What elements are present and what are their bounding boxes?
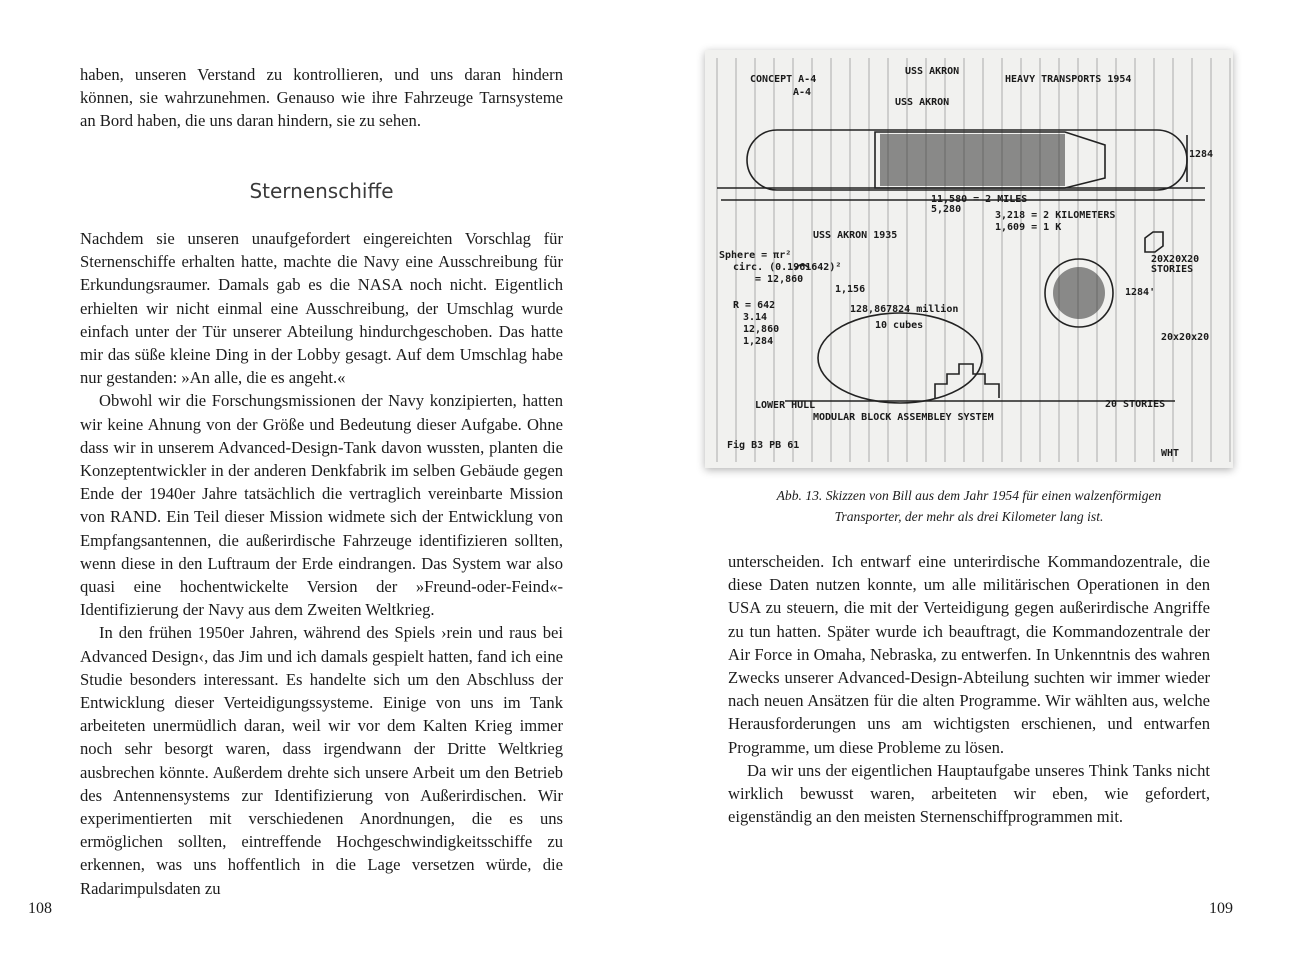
fig-label-km2: 1,609 = 1 K xyxy=(995,222,1062,233)
fig-label-miles: 11,580 = 2 MILES xyxy=(931,194,1028,205)
fig-label-akron2: USS AKRON xyxy=(895,97,950,108)
fig-label-height: 1284 xyxy=(1189,149,1214,160)
right-paragraph-1: unterscheiden. Ich entwarf eine unterirdische Kommandozentrale, die diese Daten nutzen konnte, um alle militärischen Operationen in den USA zu steuern, die mit der Verteidigung gegen außerirdische Angriffe zu tun hatten. Später wurde ich beauftragt, die Kommandozentrale der Air Force in Omaha, Nebraska, zu entwerfen. In Unkenntnis des wahren Zwecks unserer Advanced-Design-Abteilung suchten wir immer wieder nach neuen Ansätzen für die alten Programme. Wir wählten aus, welche Herausforderungen uns am wichtigsten erschienen, und entwarfen Programme, um diese Probleme zu lösen. xyxy=(728,552,1210,757)
fig-label-stories: 20X20X20 xyxy=(1151,254,1200,265)
right-paragraph-2: Da wir uns der eigentlichen Hauptaufgabe unseres Think Tanks nicht wirklich bewusst waren, arbeiteten wir eben, wie gefordert, eigenständig an den meisten Sternenschiffprogrammen mit. xyxy=(728,760,1210,827)
section-heading: Sternenschiffe xyxy=(249,179,394,203)
fig-label-n2: 1,284 xyxy=(743,336,774,347)
fig-label-km1: 3,218 = 2 KILOMETERS xyxy=(995,210,1116,221)
fig-label-small: 20x20x20 xyxy=(1161,332,1210,343)
fig-label-akron1: USS AKRON xyxy=(905,66,960,77)
fig-label-n1: 12,860 xyxy=(743,324,780,335)
fig-label-title: HEAVY TRANSPORTS 1954 xyxy=(1005,74,1132,85)
fig-label-lower: LOWER HULL xyxy=(755,400,816,411)
left-page xyxy=(0,0,644,967)
fig-label-calc1: circ. (0.1961642)² xyxy=(733,262,842,273)
left-paragraph-2: Obwohl wir die Forschungsmissionen der Navy konzipierten, hatten wir keine Ahnung von der Größe und Bedeutung dieser Aufgabe. Ohne dass wir in unserem Advanced-Design-Tank davon wussten, planten die Konzeptentwickler in der anderen Denkfabrik im selben Gebäude gegen Ende der 1940er Jahre tatsächlich die vertraglich vereinbarte Mission von RAND. Ein Teil dieser Mission widmete sich der Entwicklung von Empfangsantennen, die außerirdische Fahrzeuge identifizieren sollten, wenn diese in den Luftraum der Erde eindrangen. Das System war also quasi eine hochentwickelte Version der »Freund-oder-Feind«-Identifizierung der Navy aus dem Zweiten Weltkrieg. xyxy=(80,391,563,620)
transport-sketch xyxy=(705,50,1233,468)
fig-label-feet: 5,280 xyxy=(931,204,962,215)
fig-label-formula: Sphere = πr² xyxy=(719,250,792,261)
left-paragraph-3: In den frühen 1950er Jahren, während des Spiels ›rein und raus bei Advanced Design‹, das Jim und ich damals gespielt hatten, fand ich eine Studie besonders interessant. Es handelte sich um den Abschluss der Entwicklung dieser Verteidigungssysteme. Einige von uns im Tank arbeiteten unermüdlich daran, weil wir vor dem Kalten Krieg immer noch sehr besorgt waren, dass irgendwann der Dritte Weltkrieg ausbrechen könnte. Außerdem drehte sich unsere Arbeit um den Betrieb des Antennensystems zur Identifizierung von Außerirdischen. Wir experimentierten mit verschiedenen Anordnungen, die es uns ermöglichen sollten, eintreffende Hochgeschwindigkeitsschiffe zu erkennen, was uns hoffentlich in die Lage versetzen würde, die Radarimpulsdaten zu xyxy=(80,623,563,898)
sketch-figure xyxy=(705,50,1233,468)
right-body-text xyxy=(728,550,1210,828)
fig-label-modular: MODULAR BLOCK ASSEMBLEY SYSTEM xyxy=(813,412,994,423)
fig-label-twenty: 20 STORIES xyxy=(1105,399,1166,410)
fig-label-stories2: STORIES xyxy=(1151,264,1194,275)
fig-label-cubes: 10 cubes xyxy=(875,320,924,331)
right-page xyxy=(644,0,1289,967)
fig-label-million: 128,867824 million xyxy=(850,304,959,315)
page-number-left: 108 xyxy=(28,900,52,917)
figure-caption xyxy=(708,485,1230,527)
intro-text: haben, unseren Verstand zu kontrollieren, und uns daran hindern können, sie wahrzunehmen. Genauso wie ihre Fahrzeuge Tarnsysteme an Bord haben, die uns daran hindern, sie zu sehen. xyxy=(80,65,563,131)
fig-label-init: WHT xyxy=(1161,448,1180,459)
block-assembly xyxy=(935,364,999,398)
fig-label-concept: CONCEPT A-4 xyxy=(750,74,817,85)
fig-label-pi: 3.14 xyxy=(743,312,768,323)
caption-line-1: Abb. 13. Skizzen von Bill aus dem Jahr 1954 für einen walzenförmigen xyxy=(776,488,1162,503)
left-paragraph-1: Nachdem sie unseren unaufgefordert eingereichten Vorschlag für Sternenschiffe erhalten hatte, machte die Navy eine Ausschreibung für Erkundungsraumer. Damals gab es die NASA noch nicht. Eigentlich erhielten wir nicht einmal eine Ausschreibung, der Umschlag wurde einfach unter der Tür unserer Abteilung hindurchgeschoben. Das hatte mir das süße kleine Ding in der Lobby gesagt. Auf dem Umschlag habe nur gestanden: »An alle, die es angeht.« xyxy=(80,229,563,388)
sphere-hatch xyxy=(1053,267,1105,319)
fig-label-r: R = 642 xyxy=(733,300,776,311)
fig-label-calc2: = 12,860 xyxy=(755,274,804,285)
intro-paragraph xyxy=(80,63,563,133)
fig-label-sig: Fig B3 PB 61 xyxy=(727,440,800,451)
hatch-fill xyxy=(880,134,1065,186)
page-number-right: 109 xyxy=(1209,900,1233,917)
fig-label-n3: 1,156 xyxy=(835,284,866,295)
fig-label-dim: 1284' xyxy=(1125,287,1156,298)
caption-line-2: Transporter, der mehr als drei Kilometer lang ist. xyxy=(834,509,1104,524)
fig-label-concept-sub: A-4 xyxy=(793,87,812,98)
fig-label-akron3: USS AKRON 1935 xyxy=(813,230,898,241)
left-body-text xyxy=(80,227,563,900)
